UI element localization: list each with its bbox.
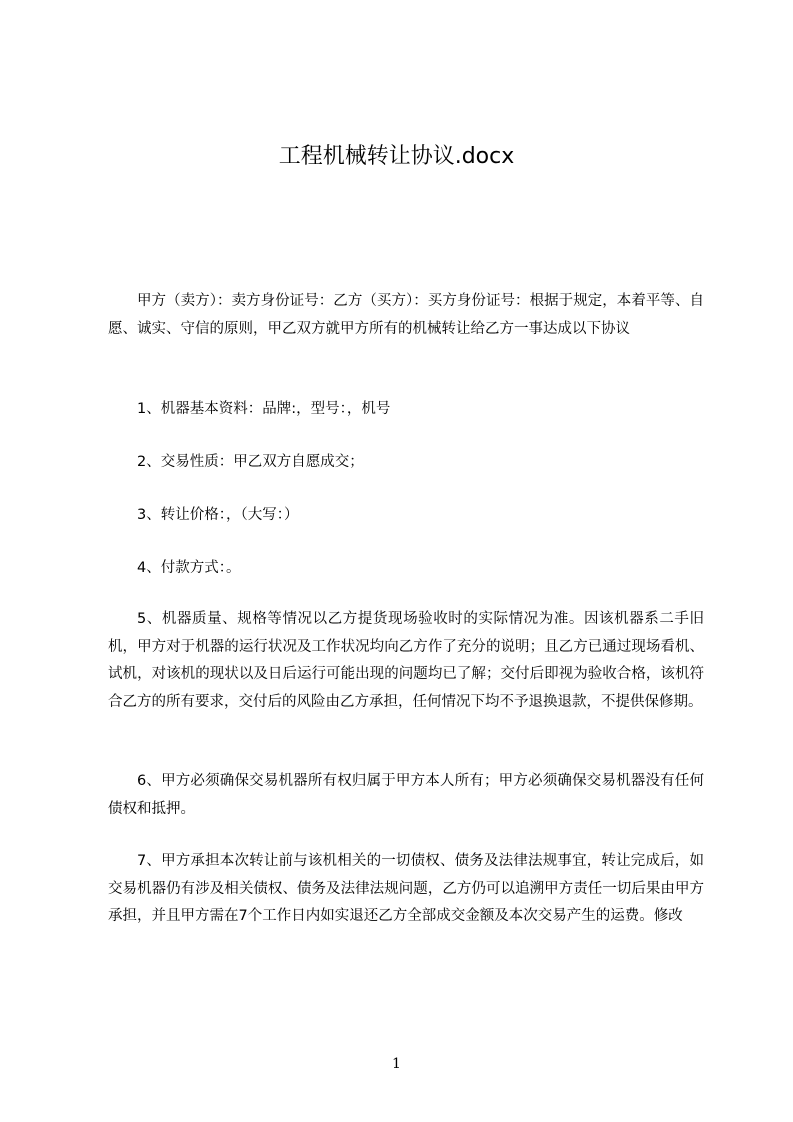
paragraph-clause-2: 2、交易性质：甲乙双方自愿成交；	[137, 454, 364, 470]
paragraph-clause-1: 1、机器基本资料：品牌:，型号：，机号	[137, 401, 391, 417]
paragraph-clause-5: 5、机器质量、规格等情况以乙方提货现场验收时的实际情况为准。因该机器系二手旧机，甲方对于机器的运行状况及工作状况均向乙方作了充分的说明；且乙方已通过现场看机、试机，对该机的现状以及日后运行可能出现的问题均已了解；交付后即视为验收合格，该机符合乙方的所有要求，交付后的风险由乙方承担，任何情况下均不予退换退款，不提供保修期。	[108, 611, 704, 710]
paragraph-parties: 甲方（卖方）：卖方身份证号：乙方（买方）：买方身份证号：根据于规定，本着平等、自愿、诚实、守信的原则，甲乙双方就甲方所有的机械转让给乙方一事达成以下协议	[108, 293, 704, 337]
paragraph-clause-3: 3、转让价格：，（大写：）	[137, 507, 299, 523]
page-number: 1	[392, 1056, 401, 1072]
document-title: 工程机械转让协议.docx	[278, 144, 515, 169]
paragraph-clause-6: 6、甲方必须确保交易机器所有权归属于甲方本人所有；甲方必须确保交易机器没有任何债权和抵押。	[108, 773, 704, 817]
paragraph-clause-4: 4、付款方式：。	[137, 560, 241, 576]
paragraph-clause-7: 7、甲方承担本次转让前与该机相关的一切债权、债务及法律法规事宜，转让完成后，如交易机器仍有涉及相关债权、债务及法律法规问题，乙方仍可以追溯甲方责任一切后果由甲方承担，并且甲方需在7个工作日内如实退还乙方全部成交金额及本次交易产生的运费。修改	[108, 853, 704, 924]
